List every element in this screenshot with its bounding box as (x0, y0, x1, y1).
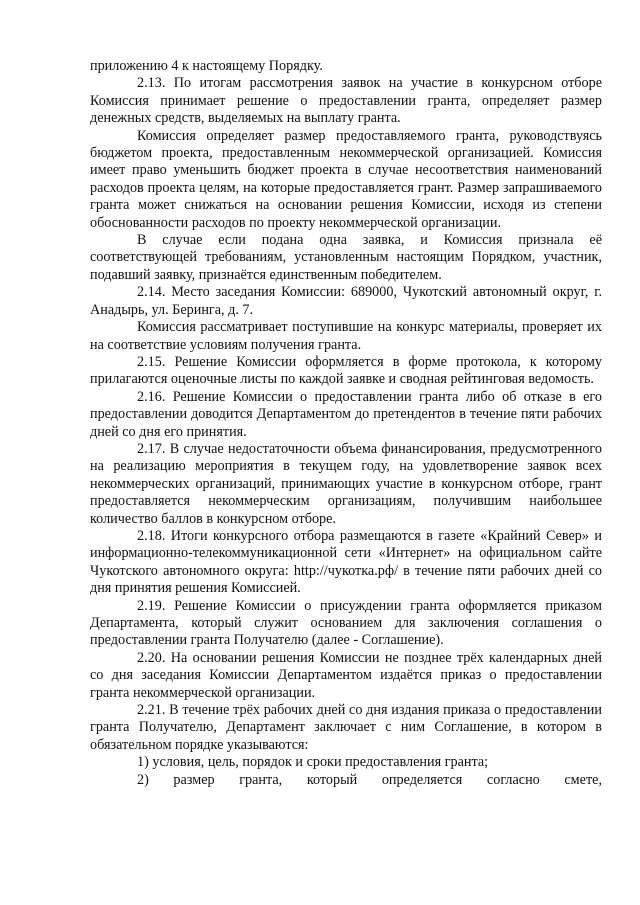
list-item-1: 1) условия, цель, порядок и сроки предоставления гранта; (137, 754, 489, 771)
paragraph-2-18: 2.18. Итоги конкурсного отбора размещаются в газете «Крайний Север» и информационно-телекоммуникационной сети «Интернет» на официальном сайте Чукотского автономного округа: http://чукотка.рф/ в течение пяти рабочих дней со дня принятия решения Комиссией. (90, 527, 602, 597)
paragraph-2-16: 2.16. Решение Комиссии о предоставлении гранта либо об отказе в его предоставлении доводится Департаментом до претендентов в течение пяти рабочих дней со дня его принятия. (90, 388, 602, 440)
paragraph-single-application: В случае если подана одна заявка, и Комиссия признала её соответствующей требованиям, установленным настоящим Порядком, участник, подавший заявку, признаётся единственным победителем. (90, 232, 602, 283)
paragraph-2-17: 2.17. В случае недостаточности объема финансирования, предусмотренного на реализацию мероприятия в текущем году, на удовлетворение заявок всех некоммерческих организаций, принимающих участие в конкурсном отборе, грант предоставляется некоммерческим организациям, получившим наибольшее количество баллов в конкурсном отборе. (90, 440, 602, 527)
list-item-2: 2) размер гранта, который определяется согласно смете, (137, 771, 602, 788)
paragraph-2-21: 2.21. В течение трёх рабочих дней со дня издания приказа о предоставлении гранта Получателю, Департамент заключает с ним Соглашение, в котором в обязательном порядке указываются: (90, 702, 602, 753)
paragraph-2-15: 2.15. Решение Комиссии оформляется в форме протокола, к которому прилагаются оценочные листы по каждой заявке и сводная рейтинговая ведомость. (90, 353, 602, 388)
paragraph-grant-size: Комиссия определяет размер предоставляемого гранта, руководствуясь бюджетом проекта, предоставленным некоммерческой организацией. Комиссия имеет право уменьшить бюджет проекта в случае несоответствия наименований расходов проекта целям, на которые предоставляется грант. Размер запрашиваемого гранта может снижаться на основании решения Комиссии, исходя из степени обоснованности расходов по проекту некоммерческой организации. (90, 127, 602, 231)
paragraph-2-20: 2.20. На основании решения Комиссии не позднее трёх календарных дней со дня заседания Комиссии Департаментом издаётся приказ о предоставлении гранта некоммерческой организации. (90, 649, 602, 701)
paragraph-continuation: приложению 4 к настоящему Порядку. (90, 58, 323, 74)
paragraph-commission-review: Комиссия рассматривает поступившие на конкурс материалы, проверяет их на соответствие условиям получения гранта. (90, 319, 602, 353)
document-page (90, 58, 602, 789)
paragraph-2-14: 2.14. Место заседания Комиссии: 689000, Чукотский автономный округ, г. Анадырь, ул. Беринга, д. 7. (90, 284, 602, 318)
paragraph-2-13: 2.13. По итогам рассмотрения заявок на участие в конкурсном отборе Комиссия принимает решение о предоставлении гранта, определяет размер денежных средств, выделяемых на выплату гранта. (90, 75, 602, 127)
paragraph-2-19: 2.19. Решение Комиссии о присуждении гранта оформляется приказом Департамента, который служит основанием для заключения соглашения о предоставлении гранта Получателю (далее - Соглашение). (90, 597, 602, 649)
